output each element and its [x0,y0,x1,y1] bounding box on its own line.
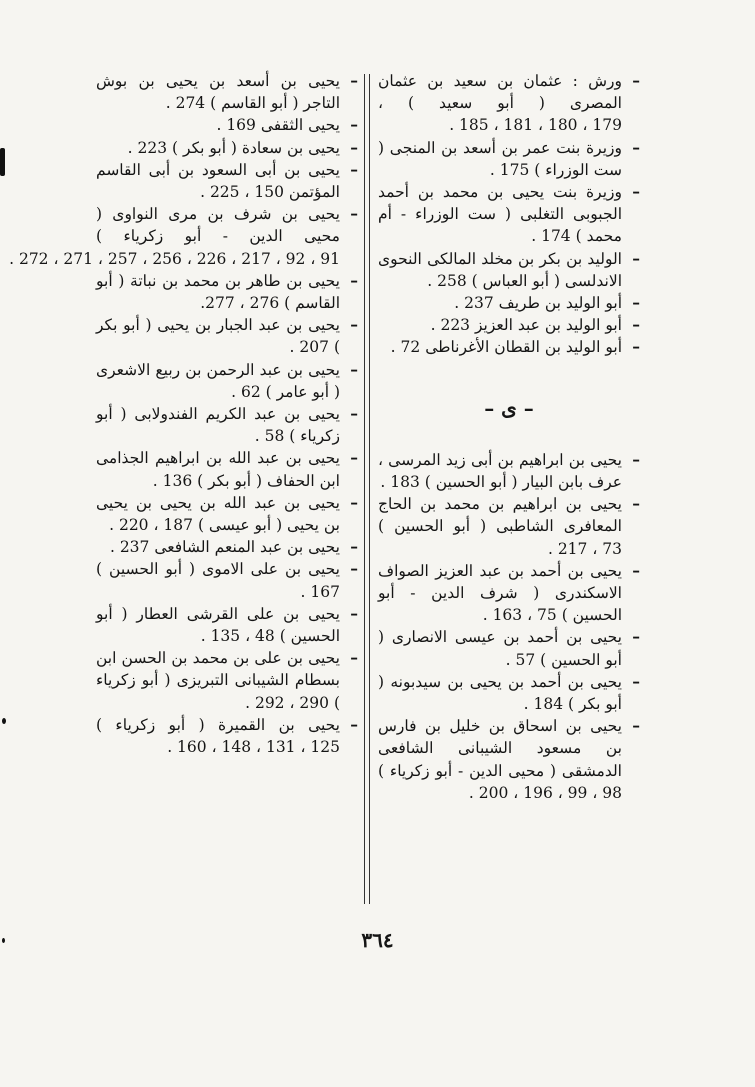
entry-page-refs: 258 . [427,271,467,290]
entry-name: يحيى الثقفى [260,116,340,135]
entry-page-refs: 57 . [505,650,536,669]
entry-dash: – [350,115,358,135]
index-entry [96,447,358,491]
index-entry [9,203,358,270]
entry-dash: – [632,137,640,157]
entry-dash: – [632,248,640,268]
scan-speck [2,718,6,724]
entry-dash: – [350,537,358,557]
entry-dash: – [632,337,640,357]
index-entry [96,314,358,358]
entry-dash: – [350,71,358,90]
entry-page-refs: 150 ، 225 . [200,183,284,202]
entry-page-refs: 179 ، 180 ، 181 ، 185 . [449,116,622,135]
entry-name: يحيى بن عبد الله بن ابراهيم الجذامى ابن الحفاف ( أبو بكر ) [96,449,340,490]
entry-name: يحيى بن أبى السعود بن أبى القاسم المؤتمن [96,160,340,202]
entry-name: أبو الوليد بن القطان الأغرناطى [425,338,622,357]
index-entry [96,159,358,203]
entry-name: أبو الوليد بن طريف [498,294,622,313]
entry-page-refs: 207 . [289,338,329,357]
index-entry [96,114,358,136]
left-index-column [9,70,358,758]
entry-page-refs: 75 ، 163 . [482,606,557,625]
right-index-column [378,70,640,804]
entry-dash: – [632,71,640,90]
index-entry [96,714,358,758]
entry-page-refs: 237 . [109,538,150,557]
index-entry [378,314,640,336]
entry-dash: – [632,315,640,335]
entry-dash: – [632,293,640,313]
index-entry [96,359,358,403]
entry-dash: – [350,492,358,512]
entry-name: يحيى بن عبد المنعم الشافعى [154,538,340,557]
entry-name: يحيى بن أحمد بن يحيى بن سيدبونه ( أبو بكر ) [378,672,622,714]
entry-name: يحيى بن اسحاق بن خليل بن فارس بن مسعود الشيبانى الشافعى الدمشقى ( محيى الدين - أبو زكرياء ) [378,717,622,780]
entry-page-refs: 98 ، 99 ، 196 ، 200 . [468,783,622,802]
entry-name: يحيى بن القميرة ( أبو زكرياء ) [96,715,340,734]
entry-dash: – [632,449,640,469]
index-entry [378,671,640,715]
index-entry [96,558,358,602]
entry-page-refs: 48 ، 135 . [200,627,275,646]
entry-dash: – [350,559,358,579]
entry-page-refs: 73 ، 217 . [547,539,622,558]
section-letter-heading: – ى – [484,395,534,420]
entry-page-refs: 58 . [254,427,285,446]
entry-name: يحيى بن طاهر بن محمد بن نباتة ( أبو القاسم ) [96,271,340,313]
index-entry [96,492,358,536]
index-entry [96,536,358,558]
entry-dash: – [350,448,358,468]
entry-dash: – [350,315,358,335]
index-entry [378,560,640,627]
entry-name: يحيى بن أحمد بن عبد العزيز الصواف الاسكندرى ( شرف الدين - أبو الحسين ) [378,561,622,625]
entry-dash: – [632,182,640,202]
entry-dash: – [350,159,358,179]
page-number: ٣٦٤ [361,928,394,952]
entry-page-refs: 169 . [216,116,256,135]
index-entry [96,403,358,447]
entry-name: يحيى بن أحمد بن عيسى الانصارى ( أبو الحسين ) [378,628,622,669]
entry-page-refs: 184 . [523,695,564,714]
entry-page-refs: 187 ، 220 . [109,516,193,535]
index-entry [378,449,640,493]
entry-name: يحيى بن عبد الرحمن بن ربيع الاشعرى ( أبو عامر ) [96,360,340,401]
entry-page-refs: 237 . [454,294,494,313]
index-entry [96,270,358,314]
entry-page-refs: 125 ، 131 ، 148 ، 160 . [167,738,340,757]
entry-page-refs: 274 . [165,94,206,113]
entry-name: يحيى بن عبد الله بن يحيى بن يحيى بن يحيى ( أبو عيسى ) [96,493,340,535]
entry-dash: – [350,359,358,379]
index-entry [378,181,640,248]
entry-name: وزيرة بنت يحيى بن محمد بن أحمد الجبوبى التغلبى ( ست الوزراء - أم محمد ) [378,183,622,246]
index-entry [378,292,640,314]
index-entry [378,70,640,137]
index-entry [96,647,358,714]
entry-name: يحيى بن ابراهيم بن أبى زيد المرسى ، عرف بابن البيار ( أبو الحسين ) [378,450,622,492]
entry-page-refs: 174 . [531,227,571,246]
entry-name: يحيى بن عبد الكريم الفندولابى ( أبو زكرياء ) [96,405,340,446]
index-entry [96,603,358,647]
entry-name: الوليد بن بكر بن مخلد المالكى النحوى الاندلسى ( أبو العباس ) [378,249,622,290]
entry-page-refs: 290 ، 292 . [245,693,329,712]
entry-page-refs: 91 ، 92 ، 217 ، 226 ، 256 ، 257 ، 271 ، 272 . [9,249,340,268]
index-entry [378,336,640,358]
entry-dash: – [632,627,640,647]
entry-name: يحيى بن أسعد بن يحيى بن بوش التاجر ( أبو القاسم ) [96,72,340,113]
index-entry [378,715,640,804]
entry-name: وزيرة بنت عمر بن أسعد بن المنجى ( ست الوزراء ) [378,138,622,179]
entry-page-refs: 175 . [489,160,530,179]
column-divider [364,74,365,904]
entry-page-refs: 167 . [300,582,340,601]
entry-dash: – [632,494,640,514]
index-entry [96,137,358,159]
index-entry [378,626,640,670]
entry-page-refs: 72 . [390,338,421,357]
entry-dash: – [350,270,358,290]
entry-name: يحيى بن ابراهيم بن محمد بن الحاج المعافرى الشاطبى ( أبو الحسين ) [378,495,622,536]
entry-name: يحيى بن سعادة ( أبو بكر ) [172,138,340,157]
entry-page-refs: 223 . [127,138,168,157]
entry-dash: – [350,648,358,668]
entry-dash: – [632,671,640,691]
index-entry [378,493,640,560]
index-entry [378,248,640,292]
entry-dash: – [632,560,640,580]
entry-dash: – [350,603,358,623]
entry-name: ورش : عثمان بن سعيد بن عثمان المصرى ( أبو سعيد ) ، [378,72,622,113]
entry-name: أبو الوليد بن عبد العزيز [474,316,622,335]
index-entry [378,137,640,181]
index-entry [96,70,358,114]
entry-page-refs: 276 ، 277. [200,294,280,313]
entry-name: يحيى بن على بن محمد بن الحسن ابن بسطام الشيبانى التبريزى ( أبو زكرياء ) [96,649,340,712]
entry-dash: – [632,716,640,736]
entry-page-refs: 223 . [430,316,471,335]
entry-name: يحيى بن عبد الجبار بن يحيى ( أبو بكر ) [96,316,340,357]
entry-dash: – [350,204,358,224]
column-divider [369,74,370,904]
entry-page-refs: 183 . [380,473,420,492]
entry-page-refs: 62 . [231,382,261,401]
scan-edge-mark [0,148,5,176]
entry-dash: – [350,714,358,734]
entry-dash: – [350,137,358,157]
entry-name: يحيى بن على الاموى ( أبو الحسين ) [96,560,340,579]
entry-name: يحيى بن شرف بن مرى النواوى ( محيى الدين - أبو زكرياء ) [96,205,340,246]
entry-page-refs: 136 . [152,471,193,490]
entry-name: يحيى بن على القرشى العطار ( أبو الحسين ) [96,604,340,646]
entry-dash: – [350,404,358,424]
